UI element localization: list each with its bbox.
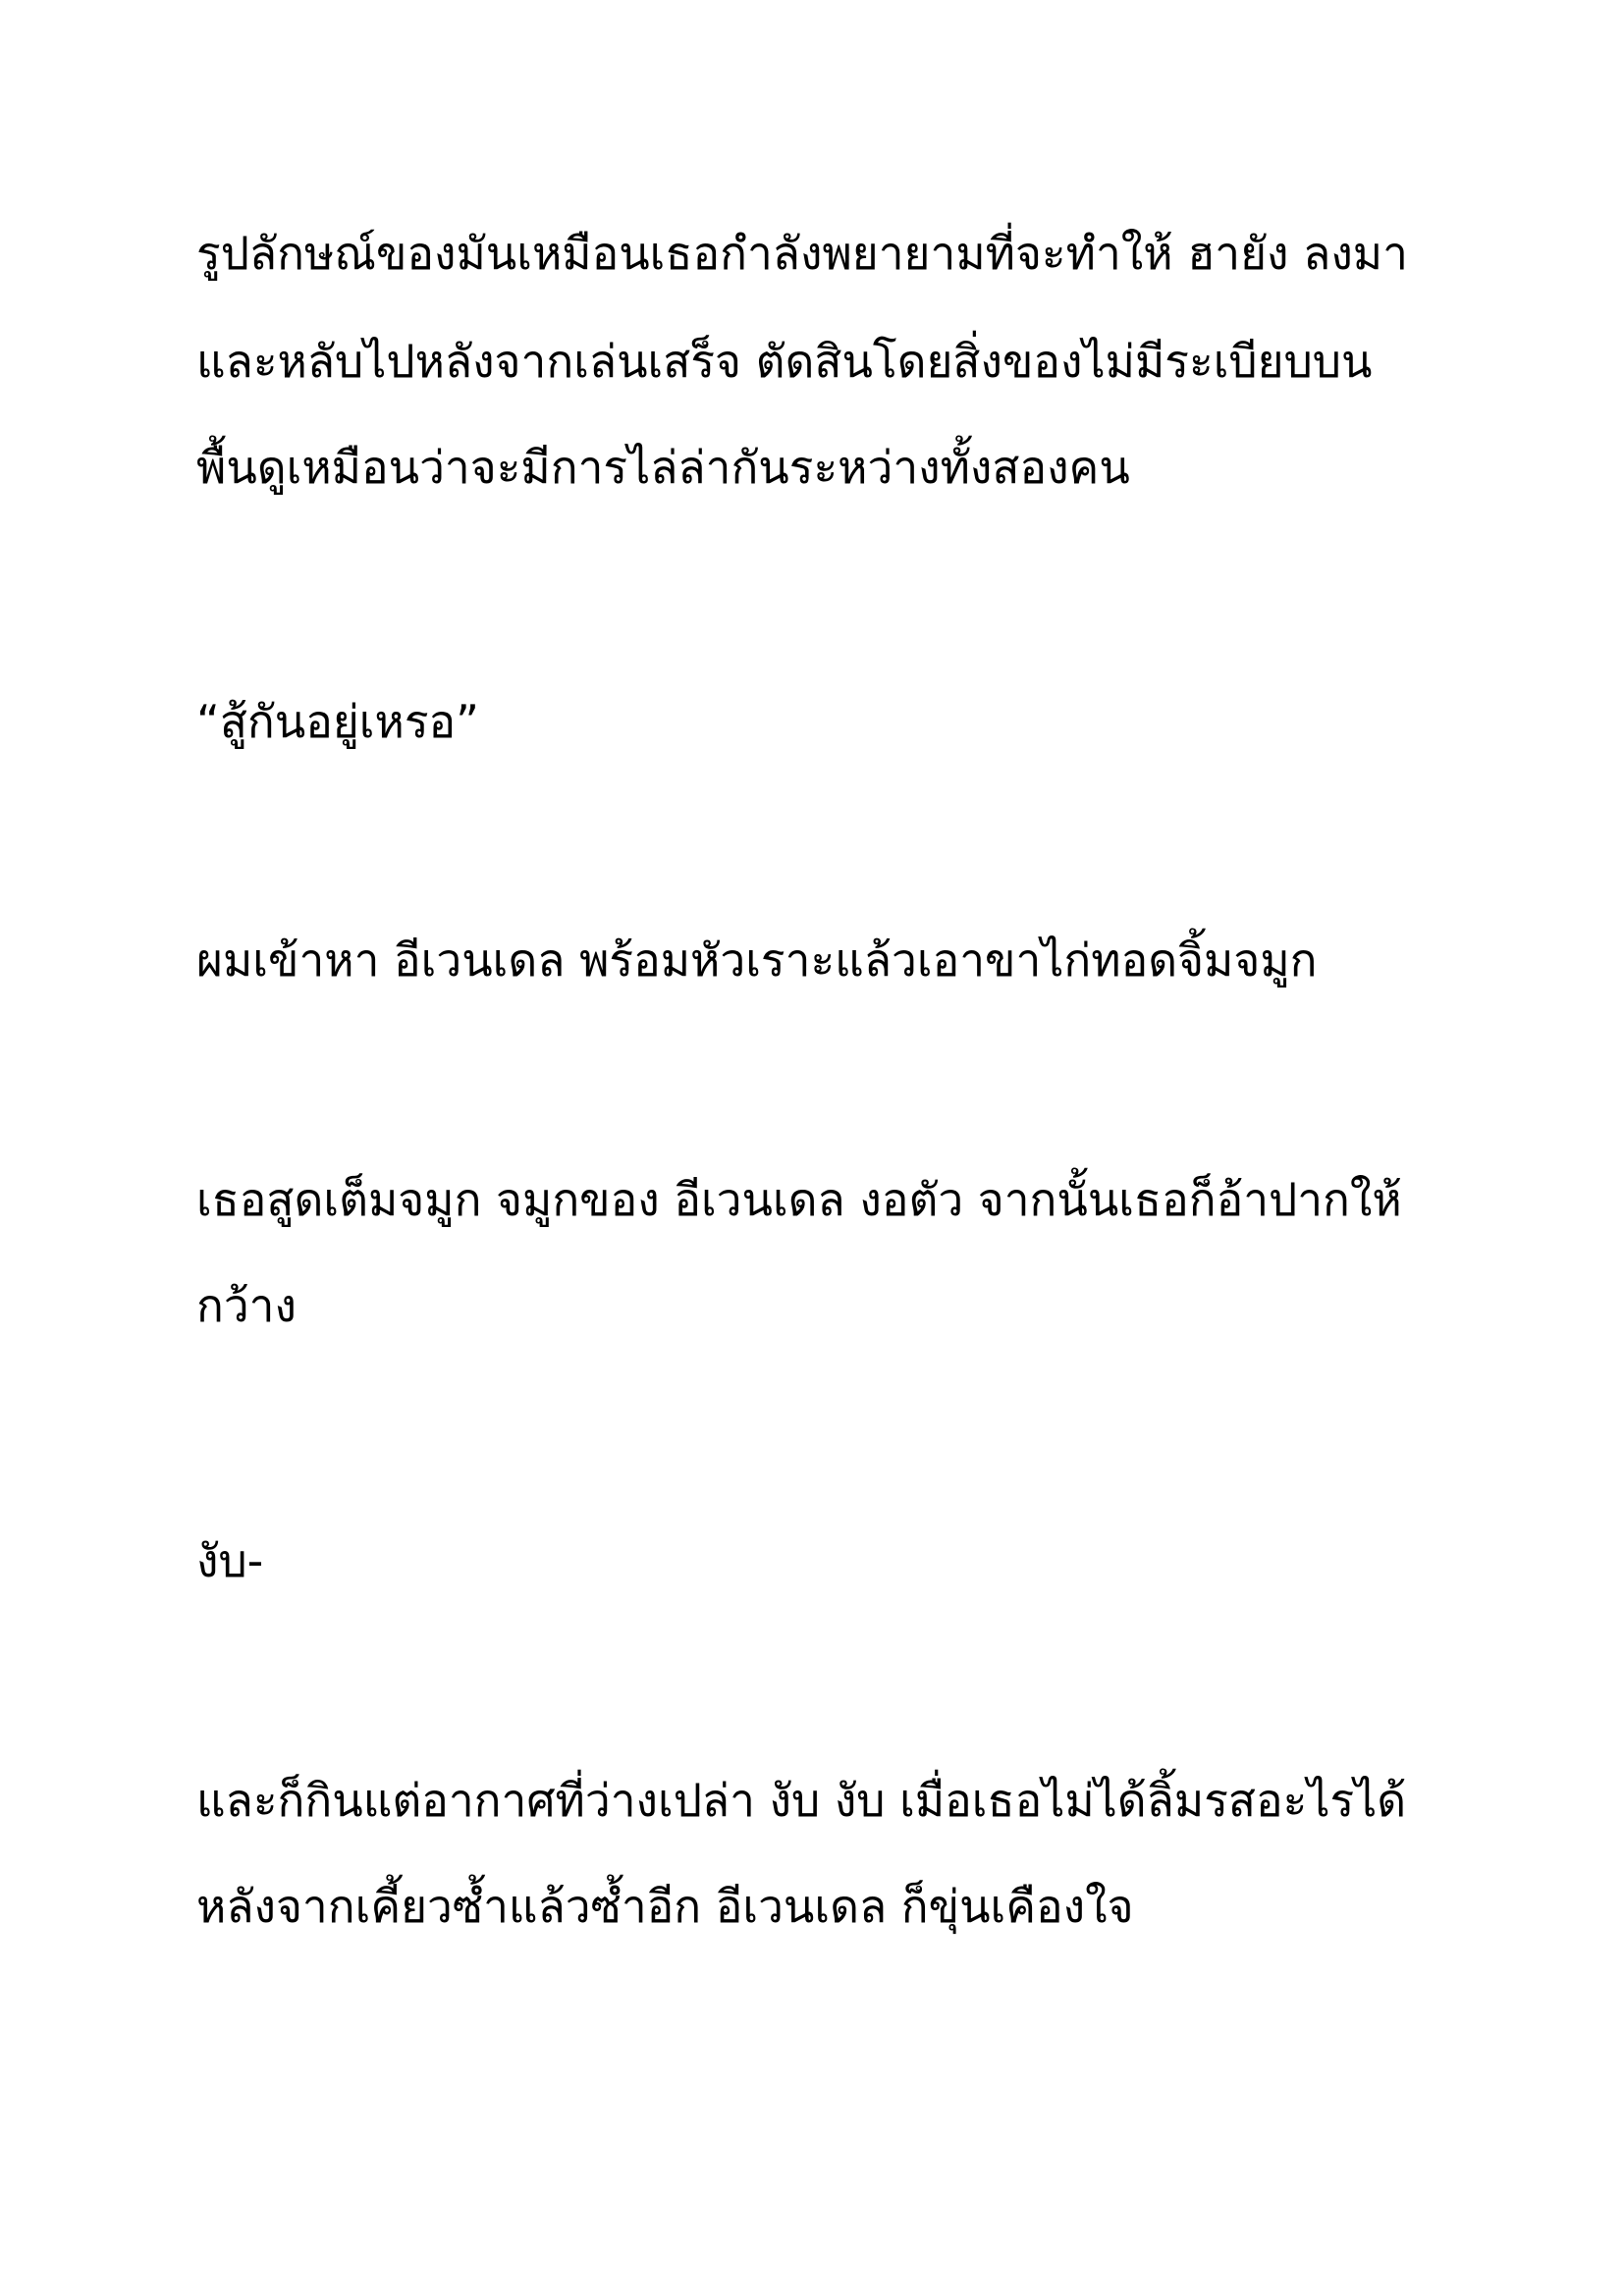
text-line: กว้าง: [196, 1279, 297, 1332]
text-line: และหลับไปหลังจากเล่นเสร็จ ตัดสินโดยสิ่งของไม่มีระเบียบบน: [196, 335, 1373, 388]
text-line: พื้นดูเหมือนว่าจะมีการไล่ล่ากันระหว่างทั้งสองคน: [196, 441, 1130, 494]
text-line: รูปลักษณ์ของมันเหมือนเธอกำลังพยายามที่จะทำให้ ฮายัง ลงมา: [196, 227, 1408, 280]
sound-effect-line: งับ-: [196, 1534, 264, 1587]
dialogue-line: “สู้กันอยู่เหรอ”: [196, 695, 479, 748]
text-line: ผมเข้าหา อีเวนเดล พร้อมหัวเราะแล้วเอาขาไก่ทอดจิ้มจมูก: [196, 934, 1318, 987]
text-line: และก็กินแต่อากาศที่ว่างเปล่า งับ งับ เมื่อเธอไม่ได้ลิ้มรสอะไรได้: [196, 1774, 1407, 1827]
text-line: หลังจากเคี้ยวซ้ำแล้วซ้ำอีก อีเวนเดล ก็ขุ่นเคืองใจ: [196, 1880, 1134, 1933]
text-line: เธอสูดเต็มจมูก จมูกของ อีเวนเดล งอตัว จากนั้นเธอก็อ้าปากให้: [196, 1173, 1402, 1226]
